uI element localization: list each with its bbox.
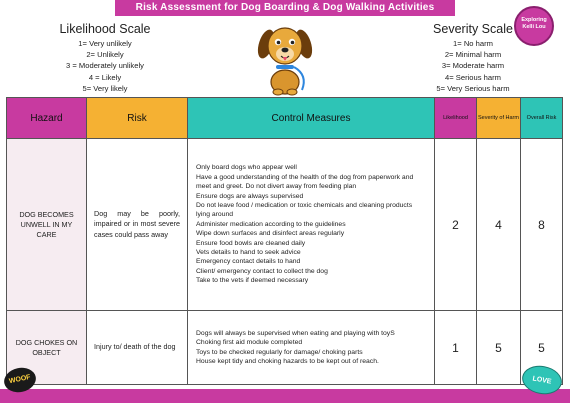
likelihood-item: 4 = Likely — [88, 72, 122, 82]
severity-item: 4= Serious harm — [445, 72, 501, 82]
control-measure: Ensure dogs are always supervised — [196, 192, 304, 200]
header-risk: Risk — [87, 98, 188, 139]
control-measure: Emergency contact details to hand — [196, 258, 301, 266]
header-hazard: Hazard — [7, 98, 87, 139]
overall-risk-value: 5 — [521, 311, 563, 385]
overall-risk-value: 8 — [521, 139, 563, 311]
control-measures-cell — [188, 139, 435, 311]
dog-illustration — [252, 20, 318, 96]
control-measure: Take to the vets if deemed necessary — [196, 277, 309, 285]
likelihood-scale-title: Likelihood Scale — [59, 22, 151, 36]
hazard-cell: DOG BECOMES UNWELL IN MY CARE — [7, 139, 87, 311]
badge-line: Exploring — [521, 17, 547, 23]
likelihood-item: 2= Unlikely — [86, 50, 124, 60]
footer-bar — [0, 389, 570, 403]
likelihood-item: 3 = Moderately unlikely — [66, 61, 144, 71]
control-measure: Do not leave food / medication or toxic chemicals and cleaning products lying around — [196, 201, 413, 219]
header-likelihood: Likelihood — [435, 98, 477, 139]
severity-value: 5 — [477, 311, 521, 385]
control-measure: Toys to be checked regularly for damage/ choking parts — [196, 348, 363, 356]
badge-line: Kelli Lou — [522, 24, 546, 30]
page-title: Risk Assessment for Dog Boarding & Dog Walking Activities — [115, 0, 455, 16]
severity-item: 5= Very Serious harm — [436, 83, 510, 93]
likelihood-item: 1= Very unlikely — [78, 39, 132, 48]
severity-item: 3= Moderate harm — [441, 61, 505, 71]
love-sticker: LOVE — [520, 363, 564, 398]
control-measures-cell — [188, 311, 435, 385]
risk-table — [6, 97, 563, 385]
table-row — [7, 311, 563, 385]
likelihood-value: 2 — [435, 139, 477, 311]
likelihood-item: 5= Very likely — [82, 83, 128, 93]
control-measure: Vets details to hand to seek advice — [196, 249, 301, 257]
brand-badge — [514, 6, 554, 46]
risk-cell: Dog may be poorly, impaired or in most severe cases could pass away — [87, 139, 188, 311]
severity-item: 1= No harm — [453, 39, 493, 48]
severity-scale — [418, 22, 528, 94]
control-measure: Administer medication according to the guidelines — [196, 220, 346, 228]
severity-value: 4 — [477, 139, 521, 311]
control-measure: House kept tidy and choking hazards to be kept out of reach. — [196, 357, 379, 365]
header-control-measures: Control Measures — [188, 98, 435, 139]
header-severity: Severity of Harm — [477, 98, 521, 139]
header-overall-risk: Overall Risk — [521, 98, 563, 139]
severity-scale-title: Severity Scale — [433, 22, 513, 36]
control-measure: Client/ emergency contact to collect the dog — [196, 267, 328, 275]
control-measure: Only board dogs who appear well — [196, 164, 297, 172]
severity-item: 2= Minimal harm — [444, 50, 502, 60]
control-measure: Dogs will always be supervised when eating and playing with toyS — [196, 329, 395, 337]
control-measure: Wipe down surfaces and disinfect areas regularly — [196, 230, 345, 238]
control-measure: Choking first aid module completed — [196, 339, 303, 347]
likelihood-scale — [35, 22, 175, 94]
table-row — [7, 139, 563, 311]
control-measure: Have a good understanding of the health of the dog from paperwork and meet and greet. Do not divert away from feeding plan — [196, 173, 414, 191]
control-measure: Ensure food bowls are cleaned daily — [196, 239, 306, 247]
risk-cell: Injury to/ death of the dog — [87, 311, 188, 385]
woof-sticker: WOOF — [2, 365, 38, 395]
hazard-cell: DOG CHOKES ON OBJECT — [7, 311, 87, 385]
likelihood-value: 1 — [435, 311, 477, 385]
